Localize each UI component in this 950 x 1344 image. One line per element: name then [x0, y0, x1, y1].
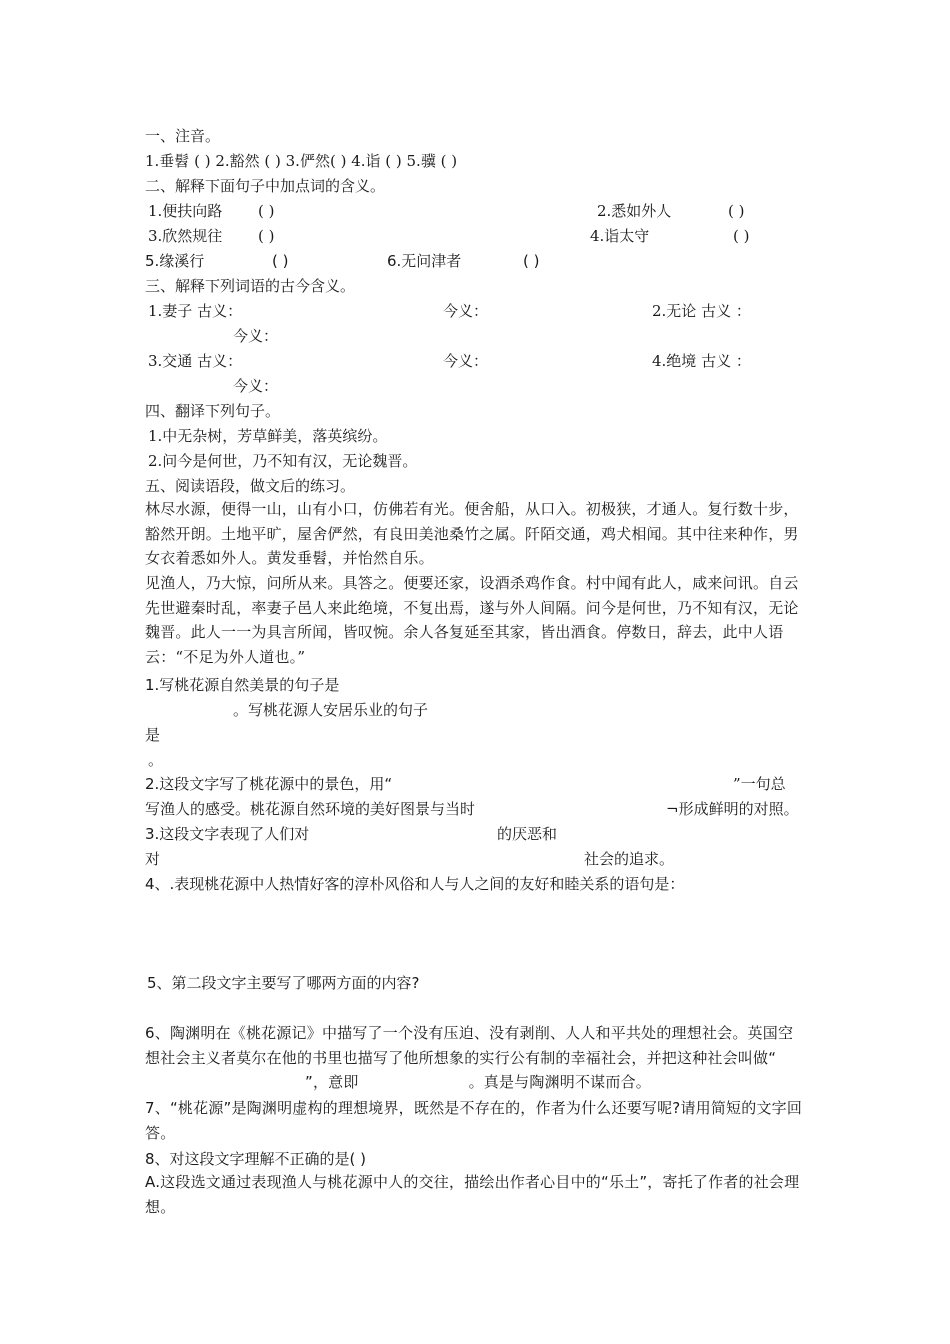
s4-sentence1: 1.中无杂树，芳草鲜美，落英缤纷。	[148, 427, 388, 445]
q8-text: 8、对这段文字理解不正确的是( )	[145, 1150, 367, 1168]
s2-q4: 4.诣太守	[590, 227, 650, 245]
q2-line2b: ¬形成鲜明的对照。	[666, 800, 799, 818]
passage-paragraph-2: 见渔人，乃大惊，问所从来。具答之。便要还家，设酒杀鸡作食。村中闻有此人，咸来问讯。自云先世避秦时乱，率妻子邑人来此绝境，不复出焉，遂与外人间隔。问今是何世，乃不知有汉，无论魏晋。此人一一为具言所闻，皆叹惋。余人各复延至其家，皆出酒食。停数日，辞去，此中人语云：“不足为外人道也。”	[145, 574, 799, 666]
section-1-title: 一、注音。	[145, 127, 221, 145]
q5-text: 5、第二段文字主要写了哪两方面的内容?	[147, 974, 420, 992]
section-1-question: 1.垂髫 ( ) 2.豁然 ( ) 3.俨然( ) 4.诣 ( ) 5.骥 ( )	[145, 152, 458, 170]
q2-line2a: 写渔人的感受。桃花源自然环境的美好图景与当时	[145, 800, 476, 818]
q1-line4: 。	[148, 751, 164, 769]
s4-sentence2: 2.问今是何世，乃不知有汉，无论魏晋。	[148, 452, 418, 470]
q2-line1b: ”一句总	[733, 775, 786, 793]
q3-line1a: 3.这段文字表现了人们对	[145, 825, 310, 843]
s2-q3-blank: ( )	[258, 227, 275, 245]
s3-item4-now: 今义：	[233, 377, 279, 395]
q6-text	[145, 1021, 805, 1095]
s2-q4-blank: ( )	[733, 227, 750, 245]
q8-option-a: A.这段选文通过表现渔人与桃花源中人的交往，描绘出作者心目中的“乐土”，寄托了作者的社会理想。	[145, 1173, 800, 1216]
s3-item2: 2.无论 古义 ：	[652, 302, 751, 320]
q2-line1a: 2.这段文字写了桃花源中的景色，用“	[145, 775, 393, 793]
passage-paragraph-1: 林尽水源，便得一山，山有小口，仿佛若有光。便舍船，从口入。初极狭，才通人。复行数十步，豁然开朗。土地平旷，屋舍俨然，有良田美池桑竹之属。阡陌交通，鸡犬相闻。其中往来种作，男女衣着悉如外人。黄发垂髫，并怡然自乐。	[145, 500, 799, 567]
section-3-title: 三、解释下列词语的古今含义。	[145, 277, 356, 295]
section-5-title: 五、阅读语段，做文后的练习。	[145, 477, 356, 495]
q1-line1: 1.写桃花源自然美景的句子是	[145, 676, 340, 694]
q1-line2: 。写桃花源人安居乐业的句子	[233, 701, 429, 719]
section-4-title: 四、翻译下列句子。	[145, 402, 281, 420]
q6-middle: ”，意即	[305, 1073, 359, 1091]
s3-item3: 3.交通 古义：	[148, 352, 243, 370]
s3-item4: 4.绝境 古义 ：	[652, 352, 751, 370]
s3-item3-now: 今义：	[443, 352, 489, 370]
q7-text: 7、“桃花源”是陶渊明虚构的理想境界，既然是不存在的，作者为什么还要写呢?请用简短的文字回答。	[145, 1099, 803, 1142]
s2-q1-blank: ( )	[258, 202, 275, 220]
q4-text: 4、.表现桃花源中人热情好客的淳朴风俗和人与人之间的友好和睦关系的语句是：	[145, 875, 685, 893]
s2-q2: 2.悉如外人	[597, 202, 672, 220]
s2-q5-blank: ( )	[272, 252, 289, 270]
q3-line2a: 对	[145, 850, 161, 868]
q3-line2b: 社会的追求。	[584, 850, 675, 868]
s2-q6: 6.无问津者	[387, 252, 462, 270]
q1-line3: 是	[145, 726, 161, 744]
section-2-title: 二、解释下面句子中加点词的含义。	[145, 177, 386, 195]
s2-q6-blank: ( )	[523, 252, 540, 270]
s2-q2-blank: ( )	[728, 202, 745, 220]
s2-q3: 3.欣然规往	[148, 227, 223, 245]
s3-item2-now: 今义：	[233, 327, 279, 345]
s2-q1: 1.便扶向路	[148, 202, 223, 220]
s3-item1: 1.妻子 古义：	[148, 302, 243, 320]
s3-item1-now: 今义：	[443, 302, 489, 320]
q3-line1b: 的厌恶和	[497, 825, 558, 843]
q6-lead: 6、陶渊明在《桃花源记》中描写了一个没有压迫、没有剥削、人人和平共处的理想社会。英国空想社会主义者莫尔在他的书里也描写了他所想象的实行公有制的幸福社会，并把这种社会叫做“	[145, 1024, 794, 1067]
s2-q5: 5.缘溪行	[145, 252, 205, 270]
q6-end: 。真是与陶渊明不谋而合。	[468, 1073, 651, 1091]
